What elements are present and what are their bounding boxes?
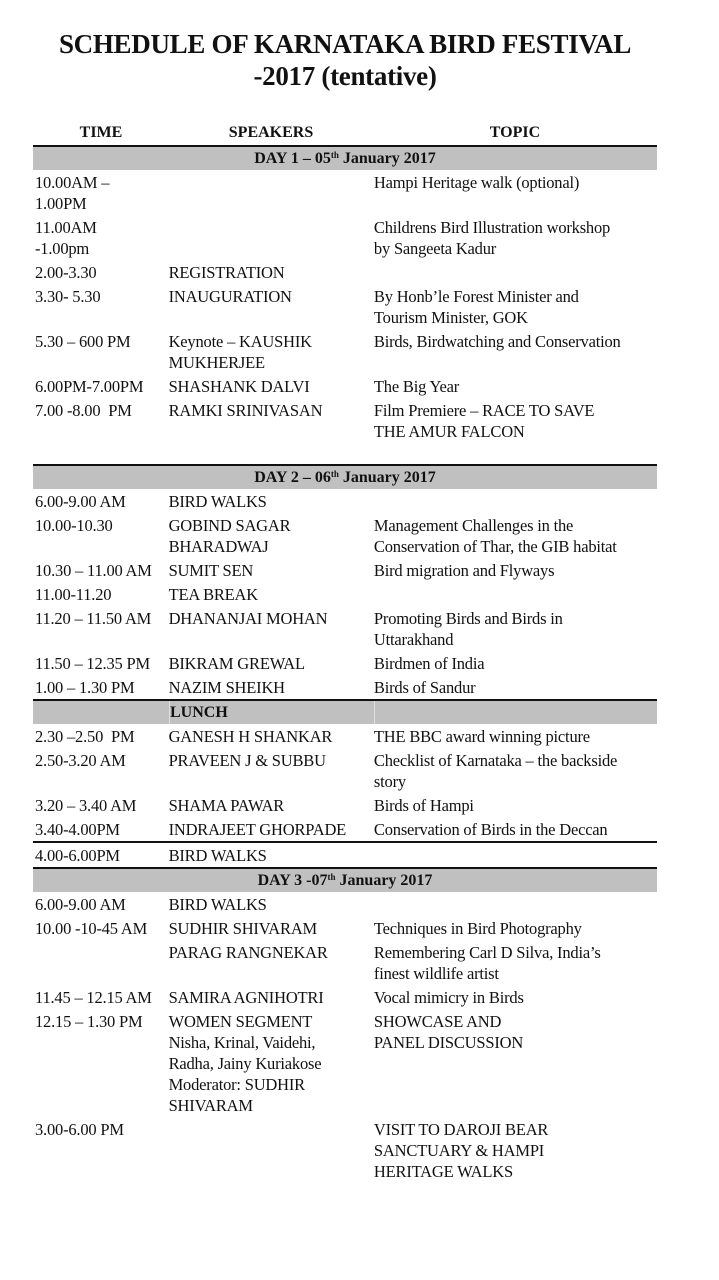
speaker-cell-line: PARAG RANGNEKAR bbox=[168, 942, 328, 962]
time-cell bbox=[33, 286, 169, 328]
day-label: DAY 2 – 06 bbox=[254, 469, 331, 486]
time-cell bbox=[33, 677, 169, 698]
topic-cell-line: Remembering Carl D Silva, India’s bbox=[373, 942, 601, 962]
time-cell bbox=[33, 560, 169, 581]
time-cell bbox=[33, 491, 169, 512]
topic-cell bbox=[374, 217, 657, 259]
topic-cell bbox=[374, 376, 657, 397]
speaker-cell-line: SUMIT SEN bbox=[168, 560, 254, 580]
time-cell bbox=[33, 653, 169, 674]
time-cell bbox=[33, 376, 169, 397]
time-cell-line: 10.30 – 11.00 AM bbox=[35, 560, 152, 580]
speaker-cell-line: BHARADWAJ bbox=[168, 536, 269, 556]
time-cell bbox=[33, 1119, 169, 1182]
topic-cell-line: Management Challenges in the bbox=[373, 515, 574, 535]
topic-cell-line: Birds, Birdwatching and Conservation bbox=[373, 331, 621, 351]
speaker-cell bbox=[169, 750, 374, 792]
time-cell-line: 10.00AM – bbox=[35, 172, 110, 192]
speaker-cell-line: INDRAJEET GHORPADE bbox=[168, 819, 347, 839]
topic-cell-line: VISIT TO DAROJI BEAR bbox=[373, 1119, 549, 1139]
time-cell-line: 7.00 -8.00 PM bbox=[35, 400, 132, 420]
topic-cell bbox=[374, 584, 657, 605]
topic-cell-line: Film Premiere – RACE TO SAVE bbox=[373, 400, 595, 420]
topic-cell bbox=[374, 750, 657, 792]
table-row bbox=[33, 724, 657, 748]
table-row bbox=[33, 398, 657, 443]
time-cell-line: 11.20 – 11.50 AM bbox=[35, 608, 152, 628]
topic-cell-line: Conservation of Thar, the GIB habitat bbox=[373, 536, 617, 556]
speaker-cell-line: NAZIM SHEIKH bbox=[168, 677, 285, 697]
day-2-morning-rows bbox=[33, 489, 657, 699]
speaker-cell-line: MUKHERJEE bbox=[168, 352, 265, 372]
topic-cell-line: Uttarakhand bbox=[373, 629, 454, 649]
table-row bbox=[33, 675, 657, 699]
topic-cell-line: finest wildlife artist bbox=[373, 963, 499, 983]
speaker-cell-line: Keynote – KAUSHIK bbox=[168, 331, 312, 351]
time-cell-line: 12.15 – 1.30 PM bbox=[35, 1011, 143, 1031]
topic-cell bbox=[374, 1119, 657, 1182]
day-month: January 2017 bbox=[338, 469, 436, 486]
table-row bbox=[33, 817, 657, 841]
speaker-cell bbox=[169, 217, 374, 259]
time-cell-line: 2.30 –2.50 PM bbox=[35, 726, 135, 746]
topic-cell bbox=[374, 560, 657, 581]
day-3-header bbox=[33, 867, 657, 892]
day-label: DAY 1 – 05 bbox=[254, 150, 331, 167]
speaker-cell-line: BIKRAM GREWAL bbox=[168, 653, 305, 673]
speaker-cell-line: PRAVEEN J & SUBBU bbox=[168, 750, 326, 770]
speaker-cell-line: SUDHIR SHIVARAM bbox=[168, 918, 318, 938]
time-cell-line: 5.30 – 600 PM bbox=[35, 331, 131, 351]
time-cell-line: 6.00PM-7.00PM bbox=[35, 376, 144, 396]
time-cell-line: 3.30- 5.30 bbox=[35, 286, 101, 306]
day-ordinal: th bbox=[327, 872, 336, 882]
topic-cell-line: HERITAGE WALKS bbox=[373, 1161, 513, 1181]
topic-cell bbox=[374, 1011, 657, 1116]
time-cell bbox=[33, 331, 169, 373]
speaker-cell-line: BIRD WALKS bbox=[168, 845, 267, 865]
speaker-cell bbox=[169, 376, 374, 397]
document-title bbox=[0, 28, 690, 92]
topic-cell bbox=[374, 608, 657, 650]
table-row bbox=[33, 606, 657, 651]
lunch-cell-time bbox=[33, 701, 170, 724]
column-header-topic: TOPIC bbox=[489, 124, 541, 141]
speaker-cell bbox=[169, 795, 374, 816]
day-1-header bbox=[33, 145, 657, 170]
time-cell-line: 4.00-6.00PM bbox=[35, 845, 120, 865]
day-1-rows bbox=[33, 170, 657, 443]
time-cell-line: 1.00 – 1.30 PM bbox=[35, 677, 135, 697]
topic-cell-line: Hampi Heritage walk (optional) bbox=[373, 172, 580, 192]
speaker-cell-line: Radha, Jainy Kuriakose bbox=[168, 1053, 322, 1073]
topic-cell-line: Birds of Hampi bbox=[373, 795, 474, 815]
table-row bbox=[33, 170, 657, 215]
day-2-header bbox=[33, 464, 657, 489]
schedule-table bbox=[33, 120, 657, 1183]
topic-cell bbox=[374, 286, 657, 328]
speaker-cell bbox=[169, 987, 374, 1008]
title-line-2: -2017 (tentative) bbox=[253, 61, 437, 91]
day-month: January 2017 bbox=[338, 150, 436, 167]
topic-cell-line: Promoting Birds and Birds in bbox=[373, 608, 563, 628]
time-cell-line: 11.00-11.20 bbox=[35, 584, 112, 604]
table-row bbox=[33, 651, 657, 675]
time-cell-line: -1.00pm bbox=[35, 238, 90, 258]
topic-cell-line: Vocal mimicry in Birds bbox=[373, 987, 524, 1007]
time-cell-line: 3.00-6.00 PM bbox=[35, 1119, 124, 1139]
speaker-cell-line: RAMKI SRINIVASAN bbox=[168, 400, 323, 420]
title-line-1: SCHEDULE OF KARNATAKA BIRD FESTIVAL bbox=[58, 29, 632, 59]
speaker-cell-line: GOBIND SAGAR bbox=[168, 515, 291, 535]
speaker-cell bbox=[169, 172, 374, 214]
day-month: January 2017 bbox=[335, 872, 433, 889]
table-row bbox=[33, 892, 657, 916]
topic-cell-line: Birdmen of India bbox=[373, 653, 485, 673]
table-row bbox=[33, 489, 657, 513]
time-cell bbox=[33, 1011, 169, 1116]
time-cell bbox=[33, 400, 169, 442]
speaker-cell bbox=[169, 560, 374, 581]
spacer bbox=[33, 443, 657, 464]
speaker-cell-line: SHIVARAM bbox=[168, 1095, 253, 1115]
topic-cell bbox=[374, 331, 657, 373]
speaker-cell bbox=[169, 584, 374, 605]
table-row bbox=[33, 1117, 657, 1183]
topic-cell-line: Techniques in Bird Photography bbox=[373, 918, 582, 938]
time-cell-line: 11.50 – 12.35 PM bbox=[35, 653, 150, 673]
topic-cell bbox=[374, 677, 657, 698]
topic-cell-line: PANEL DISCUSSION bbox=[373, 1032, 524, 1052]
speaker-cell-line: INAUGURATION bbox=[168, 286, 292, 306]
topic-cell bbox=[374, 653, 657, 674]
speaker-cell-line: REGISTRATION bbox=[168, 262, 285, 282]
topic-cell bbox=[374, 491, 657, 512]
table-row bbox=[33, 843, 657, 867]
lunch-label: LUNCH bbox=[170, 701, 375, 724]
topic-cell-line: The Big Year bbox=[373, 376, 460, 396]
day-3-rows bbox=[33, 892, 657, 1183]
speaker-cell bbox=[169, 515, 374, 557]
time-cell-line: 10.00 -10-45 AM bbox=[35, 918, 148, 938]
time-cell bbox=[33, 819, 169, 840]
speaker-cell-line: BIRD WALKS bbox=[168, 491, 267, 511]
time-cell bbox=[33, 942, 169, 984]
speaker-cell-line: SHAMA PAWAR bbox=[168, 795, 285, 815]
topic-cell bbox=[374, 795, 657, 816]
topic-cell bbox=[374, 942, 657, 984]
time-cell-line: 2.50-3.20 AM bbox=[35, 750, 126, 770]
topic-cell-line: Birds of Sandur bbox=[373, 677, 476, 697]
table-row bbox=[33, 793, 657, 817]
speaker-cell bbox=[169, 491, 374, 512]
speaker-cell-line: WOMEN SEGMENT bbox=[168, 1011, 313, 1031]
speaker-cell bbox=[169, 942, 374, 984]
time-cell-line: 1.00PM bbox=[35, 193, 87, 213]
topic-cell-line: Tourism Minister, GOK bbox=[373, 307, 528, 327]
time-cell bbox=[33, 172, 169, 214]
table-row bbox=[33, 1009, 657, 1117]
time-cell bbox=[33, 987, 169, 1008]
table-row bbox=[33, 374, 657, 398]
time-cell-line: 6.00-9.00 AM bbox=[35, 894, 126, 914]
speaker-cell bbox=[169, 331, 374, 373]
topic-cell-line: story bbox=[373, 771, 406, 791]
time-cell-line: 10.00-10.30 bbox=[35, 515, 113, 535]
time-cell bbox=[33, 608, 169, 650]
speaker-cell bbox=[169, 819, 374, 840]
topic-cell bbox=[374, 845, 657, 866]
day-ordinal: th bbox=[330, 469, 339, 479]
table-row bbox=[33, 748, 657, 793]
topic-cell-line: SANCTUARY & HAMPI bbox=[373, 1140, 545, 1160]
speaker-cell-line: SAMIRA AGNIHOTRI bbox=[168, 987, 324, 1007]
time-cell-line: 11.45 – 12.15 AM bbox=[35, 987, 152, 1007]
lunch-row bbox=[33, 699, 657, 724]
speaker-cell bbox=[169, 1119, 374, 1182]
time-cell bbox=[33, 845, 169, 866]
topic-cell-line: Bird migration and Flyways bbox=[373, 560, 555, 580]
topic-cell bbox=[374, 894, 657, 915]
topic-cell bbox=[374, 262, 657, 283]
speaker-cell-line: TEA BREAK bbox=[168, 584, 258, 604]
topic-cell bbox=[374, 172, 657, 214]
time-cell-line: 6.00-9.00 AM bbox=[35, 491, 126, 511]
column-header-speakers: SPEAKERS bbox=[228, 124, 314, 141]
topic-cell-line: By Honb’le Forest Minister and bbox=[373, 286, 579, 306]
speaker-cell bbox=[169, 918, 374, 939]
day-2-afternoon-rows bbox=[33, 724, 657, 841]
time-cell bbox=[33, 918, 169, 939]
speaker-cell bbox=[169, 845, 374, 866]
table-row bbox=[33, 916, 657, 940]
day-label: DAY 3 -07 bbox=[257, 872, 328, 889]
topic-cell-line: Conservation of Birds in the Deccan bbox=[373, 819, 608, 839]
topic-cell-line: THE BBC award winning picture bbox=[373, 726, 590, 746]
table-row bbox=[33, 260, 657, 284]
time-cell bbox=[33, 217, 169, 259]
time-cell bbox=[33, 750, 169, 792]
speaker-cell bbox=[169, 653, 374, 674]
speaker-cell bbox=[169, 677, 374, 698]
speaker-cell-line: BIRD WALKS bbox=[168, 894, 267, 914]
topic-cell-line: by Sangeeta Kadur bbox=[373, 238, 497, 258]
time-cell bbox=[33, 584, 169, 605]
speaker-cell bbox=[169, 400, 374, 442]
day-ordinal: th bbox=[330, 150, 339, 160]
time-cell bbox=[33, 515, 169, 557]
speaker-cell bbox=[169, 608, 374, 650]
time-cell-line: 3.40-4.00PM bbox=[35, 819, 120, 839]
speaker-cell bbox=[169, 286, 374, 328]
topic-cell bbox=[374, 515, 657, 557]
table-row bbox=[33, 329, 657, 374]
table-row bbox=[33, 985, 657, 1009]
topic-cell-line: Childrens Bird Illustration workshop bbox=[373, 217, 611, 237]
topic-cell-line: Checklist of Karnataka – the backside bbox=[373, 750, 618, 770]
speaker-cell-line: SHASHANK DALVI bbox=[168, 376, 310, 396]
table-row bbox=[33, 558, 657, 582]
time-cell bbox=[33, 726, 169, 747]
table-row bbox=[33, 284, 657, 329]
time-cell-line: 2.00-3.30 bbox=[35, 262, 97, 282]
time-cell bbox=[33, 262, 169, 283]
topic-cell-line: THE AMUR FALCON bbox=[373, 421, 525, 441]
time-cell-line: 3.20 – 3.40 AM bbox=[35, 795, 137, 815]
speaker-cell-line: Nisha, Krinal, Vaidehi, bbox=[168, 1032, 316, 1052]
topic-cell bbox=[374, 987, 657, 1008]
speaker-cell bbox=[169, 262, 374, 283]
table-row bbox=[33, 513, 657, 558]
speaker-cell bbox=[169, 726, 374, 747]
day-2-final-rows bbox=[33, 843, 657, 867]
lunch-cell-topic bbox=[375, 701, 657, 724]
speaker-cell-line: GANESH H SHANKAR bbox=[168, 726, 333, 746]
speaker-cell-line: Moderator: SUDHIR bbox=[168, 1074, 305, 1094]
column-header-time: TIME bbox=[79, 124, 123, 141]
topic-cell bbox=[374, 400, 657, 442]
table-row bbox=[33, 940, 657, 985]
table-header bbox=[33, 120, 657, 145]
topic-cell bbox=[374, 918, 657, 939]
speaker-cell bbox=[169, 1011, 374, 1116]
table-row bbox=[33, 582, 657, 606]
table-row bbox=[33, 215, 657, 260]
speaker-cell bbox=[169, 894, 374, 915]
topic-cell bbox=[374, 726, 657, 747]
topic-cell bbox=[374, 819, 657, 840]
time-cell bbox=[33, 795, 169, 816]
speaker-cell-line: DHANANJAI MOHAN bbox=[168, 608, 328, 628]
time-cell bbox=[33, 894, 169, 915]
time-cell-line: 11.00AM bbox=[35, 217, 97, 237]
topic-cell-line: SHOWCASE AND bbox=[373, 1011, 502, 1031]
